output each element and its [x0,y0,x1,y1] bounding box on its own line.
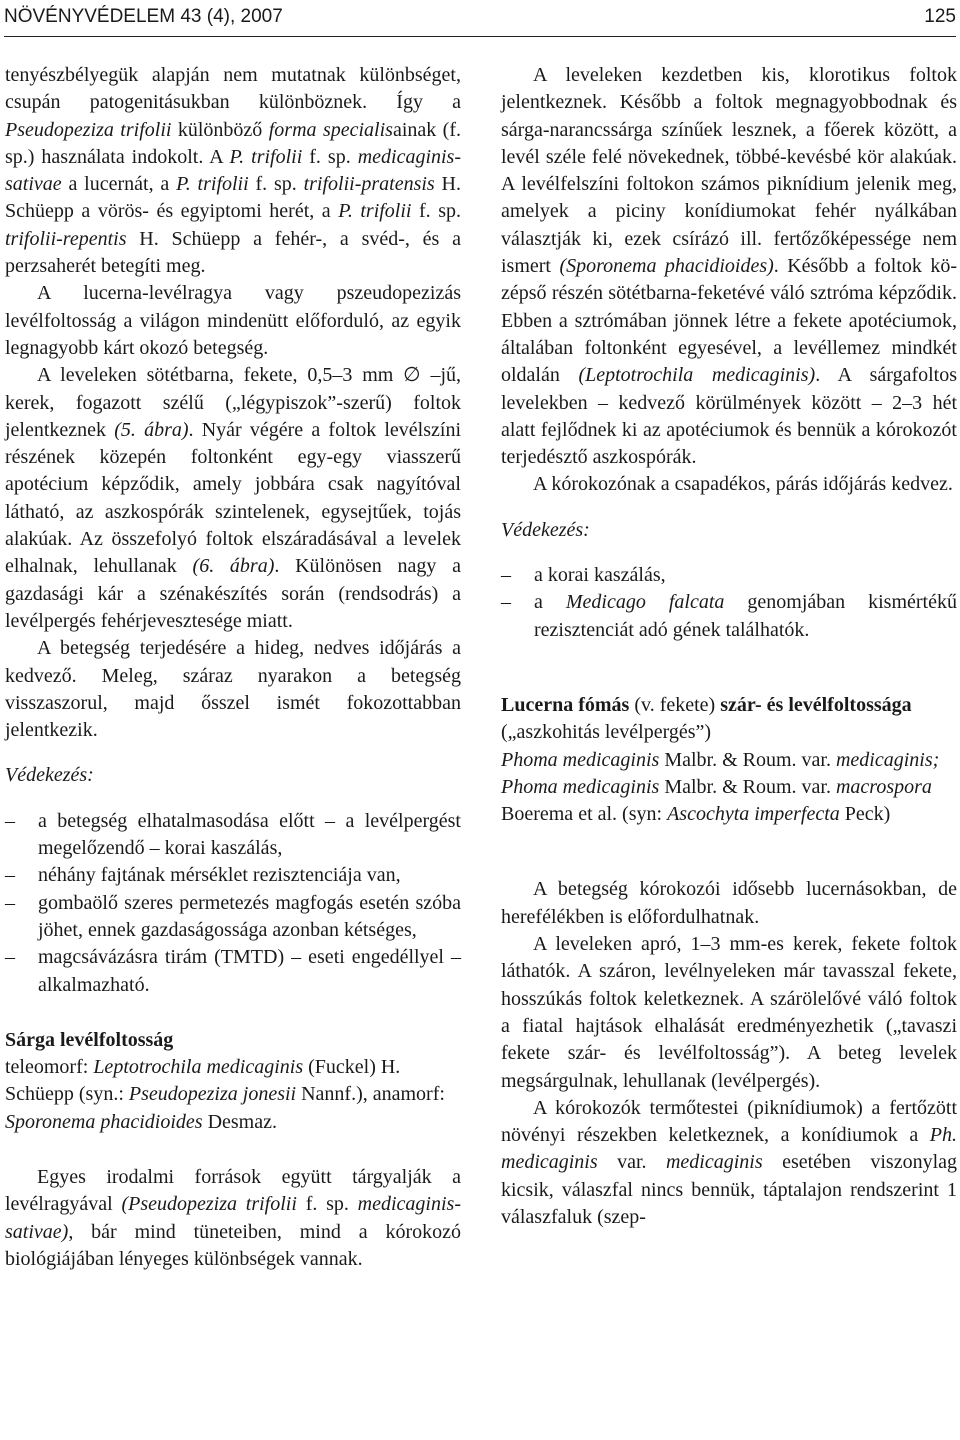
journal-title: NÖVÉNYVÉDELEM 43 (4), 2007 [4,6,283,27]
list-item: – a Medicago falcata genomjában kismértékű rezisztenciát adó gének találhatók. [501,591,957,641]
section-title-lucerna-fomas: Lucerna fómás (v. fekete) szár- és levélfoltossága („aszkohitás levélpergés”) [501,693,912,744]
paragraph-occurrence: A betegség kórokozói idősebb lucernásokban, de herefélékben is előfordulhatnak. [501,878,957,928]
protection-heading: Védekezés: [501,518,590,541]
list-item-text: magcsávázásra tirám (TMTD) – eseti engedéllyel –alkalmazható. [38,946,461,996]
paragraph-lucerna-levelragya: A lucerna-levélragya vagy pszeudopezizás levélfoltosság a világon mindenütt előforduló, az egyik legnagyobb kárt okozó betegség. [5,282,461,359]
protection-list [501,562,957,644]
list-item-text: gombaölő szeres permetezés magfogás esetén szóba jöhet, ennek gazdaságossága azonban kétséges, [38,891,461,941]
left-column [5,62,461,1273]
paragraph-spread: A betegség terjedésére a hideg, nedves időjárás a kedvező. Meleg, száraz nyarakon a betegség visszaszorul, majd ősszel ismét fokozottabban jelentkezik. [5,637,461,742]
paragraph-literature: Egyes irodalmi források együtt tárgyalják a levélragyával (Pseudopeziza trifolii f. sp. medicaginis-sativae), bár mind tüneteiben, mind a kórokozó biológiájában lényeges különbségek vannak. [5,1165,461,1270]
list-item-text: néhány fajtának mérséklet rezisztenciája van, [38,864,401,887]
list-item: – a betegség elhatalmasodása előtt – a levélpergést megelőzendő – korai kaszálás, [5,809,461,860]
taxonomy-names: Phoma medicaginis Malbr. & Roum. var. medicaginis; Phoma medicaginis Malbr. & Roum. var. macrospora Boerema et al. (syn: Ascochyta imperfecta Peck) [501,748,940,826]
page-header [4,2,956,37]
list-item-text: a Medicago falcata genomjában kismértékű rezisztenciát adó gének találhatók. [534,591,957,641]
section-title-sarga-levelfoltossag: Sárga levélfoltosság [5,1028,174,1051]
taxonomy-names: teleomorf: Leptotrochila medicaginis (Fuckel) H. Schüepp (syn.: Pseudopeziza jonesii Nannf.), anamorf: Sporonema phacidioides Desmaz. [5,1056,445,1133]
list-item: – a korai kaszálás, [501,564,666,587]
list-item: – gombaölő szeres permetezés magfogás esetén szóba jöhet, ennek gazdaságossága azonban kétséges, [5,891,461,941]
paragraph-chlorotic-spots: A leveleken kezdetben kis, klorotikus foltok jelentkeznek. Később a foltok megnagyobbodnak és sárga-narancssárga színűek lesznek, a főerek között, a levél széle felé növekednek, többé-kevésbé kör alakúak. A levélfelszíni foltokon számos piknídium jelenik meg, amelyek a piciny konídiumokat fehér nyálkában választják ki, ezek csírázó ill. fertőzőképessége nem ismert (Sporonema phacidioides). Később a foltok középső részén sötétbarna-feketévé váló sztróma képződik. Ebben a sztrómában jönnek létre a fekete apotéciumok, általában foltonként egyesével, a levéllemez mindkét oldalán (Leptotrochila medicaginis). A sárgafoltos levelekben – kedvező körülmények között – 2–3 hét alatt fejlődnek ki az apotéciumok és bennük a kórokozót terjedésztő aszkospórák. [501,64,957,469]
list-item-text: a korai kaszálás, [534,564,666,587]
right-column [501,62,957,1231]
protection-heading: Védekezés: [5,764,94,787]
paragraph-fruiting-bodies: A kórokozók termőtestei (piknídiumok) a fertőzött növényi részekben keletkeznek, a konídiumok a Ph. medicaginis var. medicaginis esetében viszonylag kicsik, válaszfal nincs bennük, táptalajon rendszerint 1 válaszfaluk (szep- [501,1096,957,1228]
list-item-text: a betegség elhatalmasodása előtt – a levélpergést megelőzendő – korai kaszálás, [38,809,461,860]
protection-list [5,808,461,999]
list-item: – magcsávázásra tirám (TMTD) – eseti engedéllyel –alkalmazható. [5,946,461,996]
list-item: – néhány fajtának mérséklet rezisztenciája van, [5,864,401,887]
paragraph-symptoms: A leveleken sötétbarna, fekete, 0,5–3 mm ∅ –jű, kerek, fogazott szélű („légypiszok”-szerű) foltok jelentkeznek (5. ábra). Nyár végére a foltok levélszíni részének közepén foltonként egy-egy viasszerű apotécium képződik, amely jobbára csak nagyítóval látható, az aszkospórák szintelenek, egysejtűek, tojás alakúak. Az összefolyó foltok elszáradásával a levelek elhalnak, lehullanak (6. ábra). Különösen nagy a gazdasági kár a szénakészítés során (rendsodrás) a levélpergés fehérjevesztesége miatt. [5,364,462,632]
paragraph-weather: A kórokozónak a csapadékos, párás időjárás kedvez. [533,473,953,496]
paragraph-pseudopeziza-forms: tenyészbélyegük alapján nem mutatnak különbséget, csupán patogenitásukban különböznek. Így a Pseudopeziza trifolii különböző forma specialisainak (f. sp.) használata indokolt. A P. trifolii f. sp. medicaginis-sativae a lucernát, a P. trifolii f. sp. trifolii-pratensis H. Schüepp a vörös- és egyiptomi herét, a P. trifolii f. sp. trifolii-repentis H. Schüepp a fehér-, a svéd-, és a perzsaherét betegíti meg. [5,64,461,278]
page-number: 125 [924,6,956,27]
paragraph-symptoms: A leveleken apró, 1–3 mm-es kerek, fekete foltok láthatók. A száron, levélnyeleken már tavasszal fekete, hosszúkás foltok keletkeznek. A szárölelővé váló foltok a fiatal hajtások elhalását eredményezhetik („tavaszi fekete szár- és levélfoltosság”). A beteg levelek megsárgulnak, lehullanak (levélpergés). [501,933,957,1092]
